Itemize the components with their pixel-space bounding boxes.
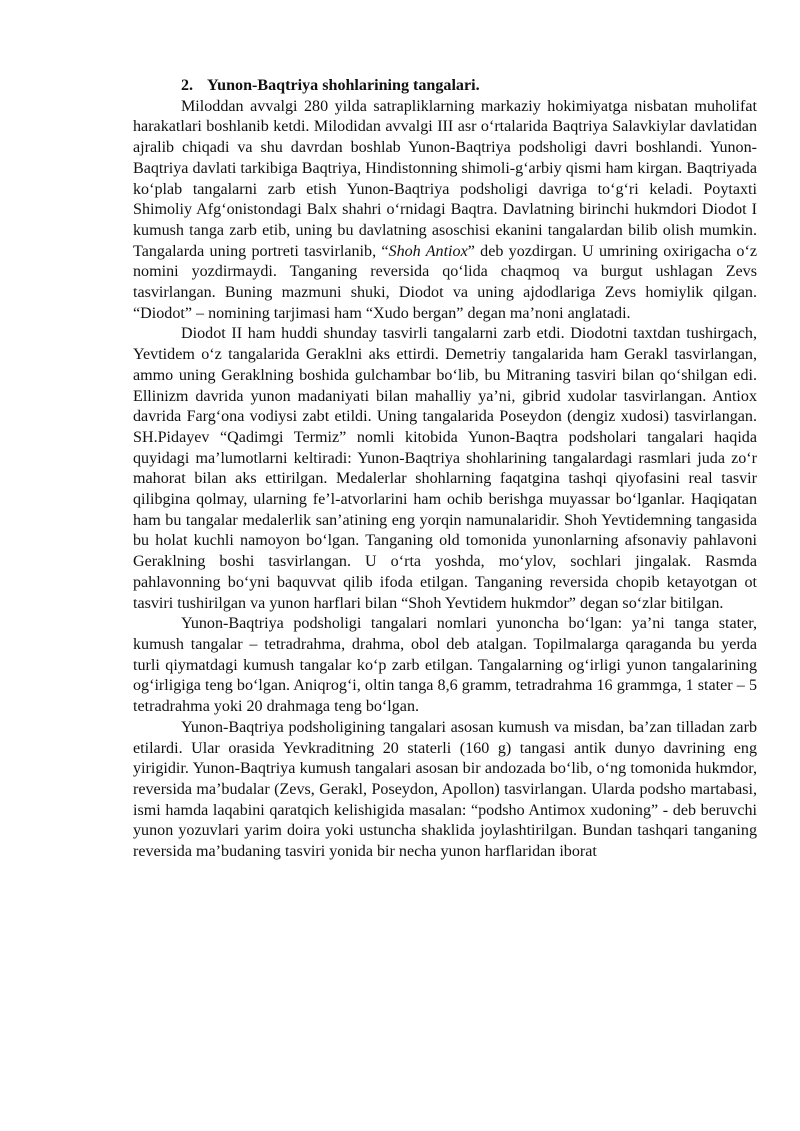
paragraph-3: Yunon-Baqtriya podsholigi tangalari nomlari yunoncha boʻlgan: yaʼni tanga stater, kumush tangalar – tetradrahma, drahma, obol deb atalgan. Topilmalarga qaraganda bu yerda turli qiymatdagi kumush tangalar koʻp zarb etilgan. Tangalarning ogʻirligi yunon tangalarining ogʻirligiga teng boʻlgan. Aniqrogʻi, oltin tanga 8,6 gramm, tetradrahma 16 grammga, 1 stater – 5 tetradrahma yoki 20 drahmaga teng boʻlgan.: [133, 615, 757, 716]
section-heading: [133, 76, 757, 97]
paragraph-1-text-b: ” deb yozdirgan. U umrining oxirigacha oʻz nomini yozdirmaydi. Tanganing reversida qoʻlida chaqmoq va burgut ushlagan Zevs tasvirlangan. Buning mazmuni shuki, Diodot va uning ajdodlariga Zevs homiylik qilgan. “Diodot” – nomining tarjimasi ham “Xudo bergan” degan maʼnoni anglatadi.: [133, 242, 757, 322]
document-page: [133, 76, 757, 863]
section-title: Yunon-Baqtriya shohlarining tangalari.: [207, 77, 480, 94]
paragraph-2: Diodot II ham huddi shunday tasvirli tangalarni zarb etdi. Diodotni taxtdan tushirgach, Yevtidem oʻz tangalarida Geraklni aks ettirdi. Demetriy tangalarida ham Gerakl tasvirlangan, ammo uning Geraklning boshida gulchambar boʻlib, bu Mitraning tasviri bilan qoʻshilgan edi. Ellinizm davrida yunon madaniyati bilan mahalliy yaʼni, gibrid xudolar tasvirlangan. Antiox davrida Fargʻona vodiysi zabt etildi. Uning tangalarida Poseydon (dengiz xudosi) tasvirlangan. SH.Pidayev “Qadimgi Termiz” nomli kitobida Yunon-Baqtra podsholari tangalari haqida quyidagi maʼlumotlarni keltiradi: Yunon-Baqtriya shohlarining tangalardagi rasmlari juda zoʻr mahorat bilan aks ettirilgan. Medalerlar shohlarning faqatgina tashqi qiyofasini real tasvir qilibgina qolmay, ularning feʼl-atvorlarini ham ochib berishga muyassar boʻlganlar. Haqiqatan ham bu tangalar medalerlik sanʼatining eng yorqin namunalaridir. Shoh Yevtidemning tangasida bu holat kuchli namoyon boʻlgan. Tanganing old tomonida yunonlarning afsonaviy pahlavoni Geraklning boshi tasvirlangan. U oʻrta yoshda, moʻylov, sochlari jingalak. Rasmda pahlavonning boʻyni baquvvat qilib ifoda etilgan. Tanganing reversida chopib ketayotgan ot tasviri tushirilgan va yunon harflari bilan “Shoh Yevtidem hukmdor” degan soʻzlar bitilgan.: [133, 325, 757, 612]
paragraph-4: Yunon-Baqtriya podsholigining tangalari asosan kumush va misdan, baʼzan tilladan zarb etilardi. Ular orasida Yevkraditning 20 staterli (160 g) tangasi antik dunyo davrining eng yirigidir. Yunon-Baqtriya kumush tangalari asosan bir andozada boʻlib, oʻng tomonida hukmdor, reversida maʼbudalar (Zevs, Gerakl, Poseydon, Apollon) tasvirlangan. Ularda podsho martabasi, ismi hamda laqabini qaratqich kelishigida masalan: “podsho Antimox xudoning” - deb beruvchi yunon yozuvlari yarim doira yoki ustuncha shaklida joylashtirilgan. Bundan tashqari tanganing reversida maʼbudaning tasviri yonida bir necha yunon harflaridan iborat: [133, 718, 757, 861]
paragraph-1-italic-quote: Shoh Antiox: [388, 242, 468, 260]
section-number: 2.: [181, 77, 194, 94]
paragraph-1: [133, 97, 757, 325]
paragraph-1-text-a: Miloddan avvalgi 280 yilda satrapliklarning markaziy hokimiyatga nisbatan muholifat harakatlari boshlanib ketdi. Milodidan avvalgi III asr oʻrtalarida Baqtriya Salavkiylar davlatidan ajralib chiqadi va shu davrdan boshlab Yunon-Baqtriya podsholigi davri boshlandi. Yunon-Baqtriya davlati tarkibiga Baqtriya, Hindistonning shimoli-gʻarbiy qismi ham kirgan. Baqtriyada koʻplab tangalarni zarb etish Yunon-Baqtriya podsholigi davriga toʻgʻri keladi. Poytaxti Shimoliy Afgʻonistondagi Balx shahri oʻrnidagi Baqtra. Davlatning birinchi hukmdori Diodot I kumush tanga zarb etib, uning bu davlatning asoschisi ekanini tangalardan bilib olish mumkin. Tangalarda uning portreti tasvirlanib, “: [133, 97, 757, 260]
